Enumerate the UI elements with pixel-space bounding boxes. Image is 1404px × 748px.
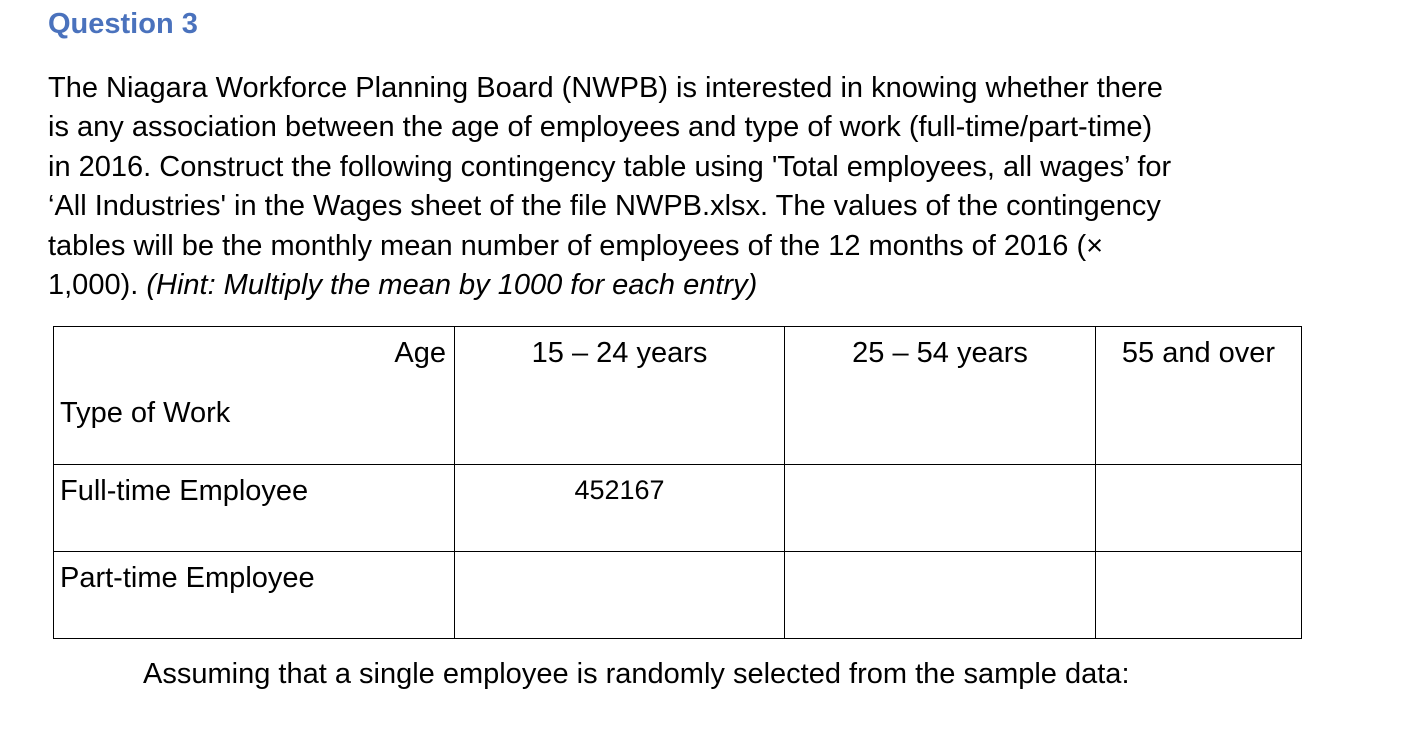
column-header-25-54: 25 – 54 years (785, 327, 1096, 465)
table-cell (1096, 552, 1302, 639)
row-label-full-time: Full-time Employee (54, 465, 455, 552)
hint-text: (Hint: Multiply the mean by 1000 for each entry) (146, 269, 758, 302)
table-cell (785, 552, 1096, 639)
question-line-last (48, 266, 1348, 305)
question-body (48, 69, 1348, 305)
contingency-table (53, 326, 1302, 639)
table-cell: 452167 (455, 465, 785, 552)
table-cell (1096, 465, 1302, 552)
table-cell (455, 552, 785, 639)
closing-sentence: Assuming that a single employee is randomly selected from the sample data: (143, 658, 1130, 690)
question-line: ‘All Industries' in the Wages sheet of the file NWPB.xlsx. The values of the contingency (48, 190, 1161, 223)
column-header-15-24: 15 – 24 years (455, 327, 785, 465)
question-line-text: 1,000). (48, 269, 147, 302)
table-row (54, 552, 1302, 639)
question-line: tables will be the monthly mean number of employees of the 12 months of 2016 (× (48, 229, 1104, 262)
type-of-work-label: Type of Work (60, 397, 231, 429)
question-line: The Niagara Workforce Planning Board (NWPB) is interested in knowing whether there (48, 72, 1163, 104)
question-heading: Question 3 (48, 8, 198, 40)
row-label-part-time: Part-time Employee (54, 552, 455, 639)
table-row (54, 465, 1302, 552)
table-corner-cell (54, 327, 455, 465)
table-cell (785, 465, 1096, 552)
question-line: is any association between the age of employees and type of work (full-time/part-time) (48, 111, 1153, 144)
question-line: in 2016. Construct the following contingency table using 'Total employees, all wages’ for (48, 150, 1172, 183)
table-header-row (54, 327, 1302, 465)
column-header-55-over: 55 and over (1096, 327, 1302, 465)
age-header-label: Age (394, 337, 446, 369)
